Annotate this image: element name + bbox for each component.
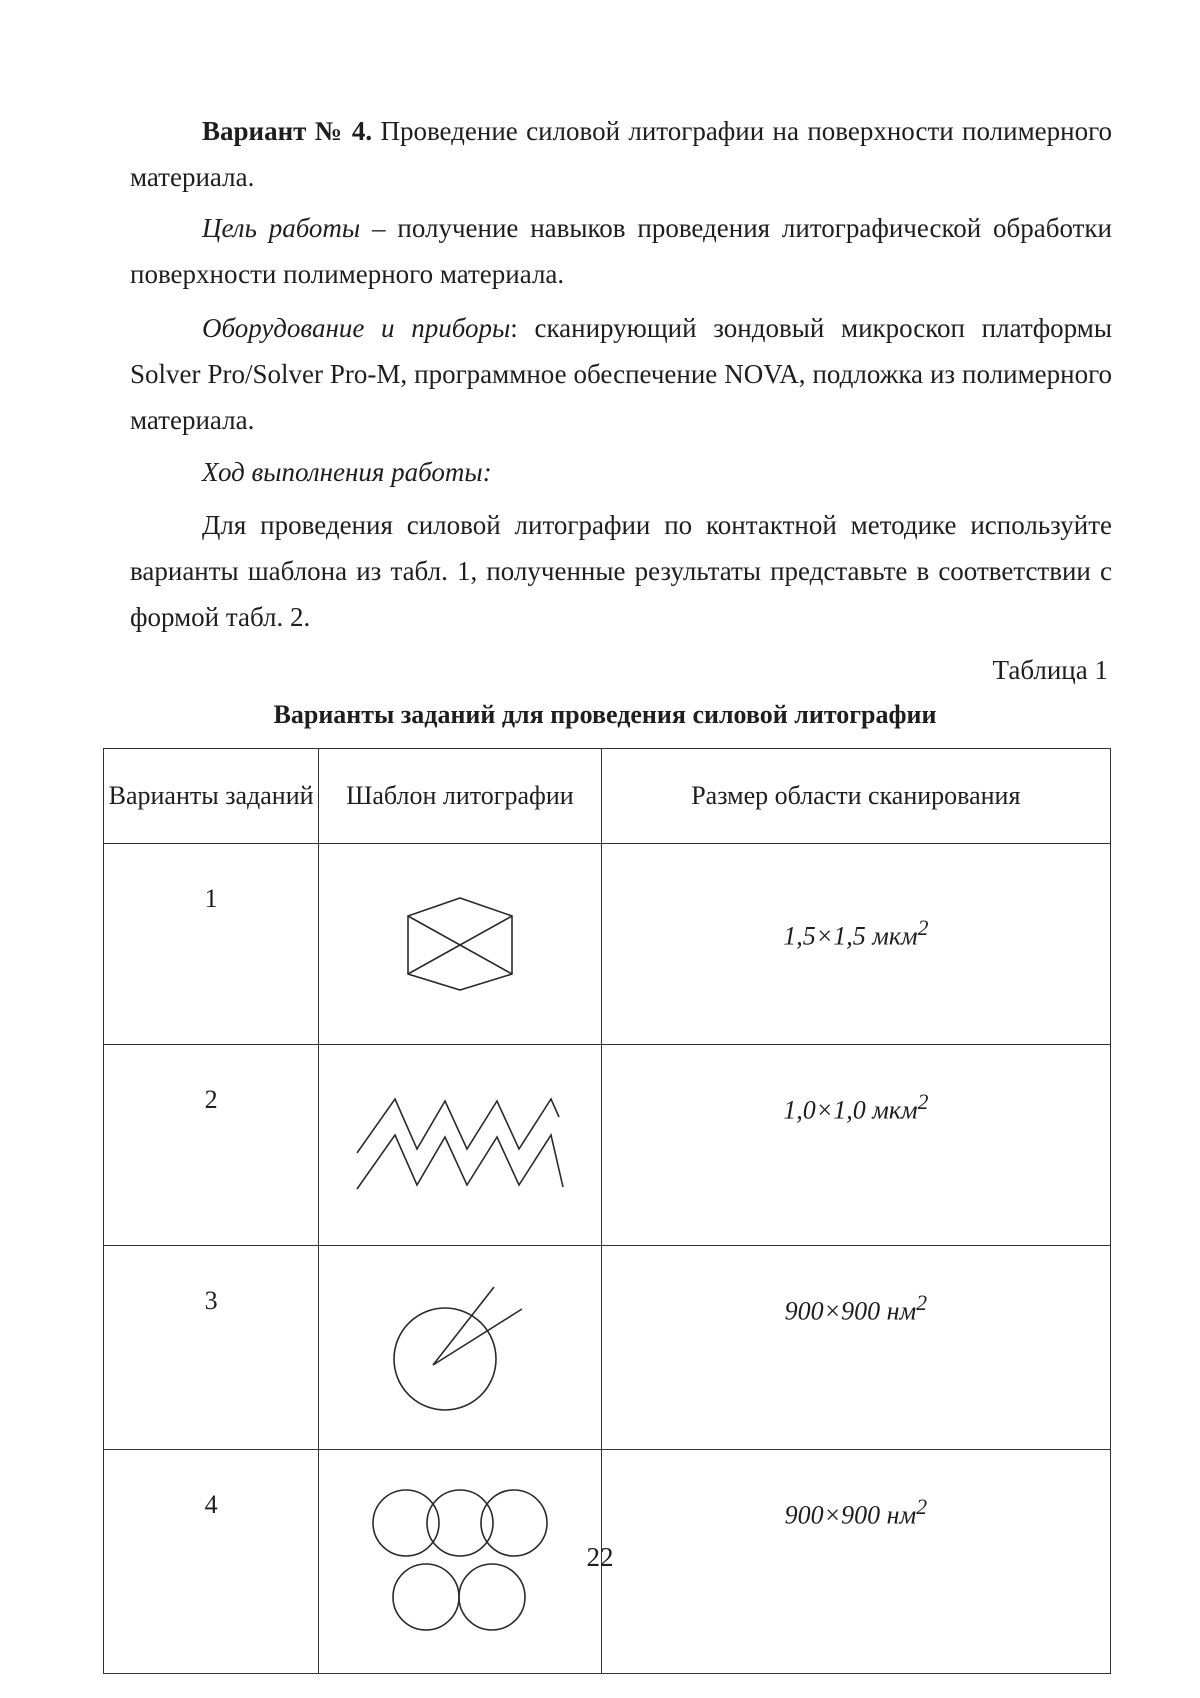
pattern-cell <box>319 844 601 1045</box>
header-size: Размер области сканирования <box>601 749 1110 844</box>
equipment-label: Оборудование и приборы <box>202 313 510 343</box>
scan-size-exponent: 2 <box>916 1291 927 1315</box>
scan-size-cell <box>601 844 1110 1045</box>
header-variant: Варианты заданий <box>104 749 319 844</box>
table-header-row <box>104 749 1111 844</box>
goal-label: Цель работы <box>202 213 360 243</box>
row-number: 4 <box>104 1450 319 1674</box>
row-number: 3 <box>104 1246 319 1450</box>
table-row <box>104 1045 1111 1246</box>
row-number: 2 <box>104 1045 319 1246</box>
variant-paragraph <box>130 108 1112 200</box>
scan-size-value: 1,5×1,5 мкм <box>783 922 917 951</box>
scan-size-exponent: 2 <box>918 1090 929 1114</box>
equipment-paragraph <box>130 305 1112 443</box>
scan-size-cell <box>601 1045 1110 1246</box>
table-row <box>104 844 1111 1045</box>
scan-size-value: 1,0×1,0 мкм <box>783 1096 917 1125</box>
pattern-cell <box>319 1246 601 1450</box>
variant-heading: Вариант № 4. <box>202 116 372 146</box>
procedure-label: Ход выполнения работы: <box>130 449 1112 495</box>
header-pattern: Шаблон литографии <box>319 749 601 844</box>
scan-size-exponent: 2 <box>918 916 929 940</box>
variants-table <box>103 748 1111 1674</box>
row-number: 1 <box>104 844 319 1045</box>
scan-size-value: 900×900 нм <box>785 1297 917 1326</box>
table-row <box>104 1246 1111 1450</box>
procedure-text: Для проведения силовой литографии по контактной методике используйте варианты шаблона из табл. 1, полученные результаты представьте в соответствии с формой табл. 2. <box>130 502 1112 640</box>
page-number: 22 <box>0 1542 1200 1573</box>
scan-size-cell <box>601 1246 1110 1450</box>
table-title: Варианты заданий для проведения силовой литографии <box>100 700 1110 730</box>
document-page <box>0 0 1200 1698</box>
pattern-cell <box>319 1045 601 1246</box>
table-caption: Таблица 1 <box>993 655 1108 686</box>
scan-size-exponent: 2 <box>916 1495 927 1519</box>
zigzag-icon <box>355 1097 565 1193</box>
equipment-text: : сканирующий зондовый микроскоп платформы Solver Pro/Solver Pro-M, программное обеспечение NOVA, подложка из полимерного материала. <box>130 313 1112 435</box>
hexagon-cross-icon <box>404 896 516 992</box>
scan-size-value: 900×900 нм <box>785 1501 917 1530</box>
goal-paragraph <box>130 205 1112 297</box>
variant-description: Проведение силовой литографии на поверхности полимерного материала. <box>130 116 1112 192</box>
circle-lines-icon <box>390 1283 530 1413</box>
goal-text: – получение навыков проведения литографической обработки поверхности полимерного материала. <box>130 213 1112 289</box>
